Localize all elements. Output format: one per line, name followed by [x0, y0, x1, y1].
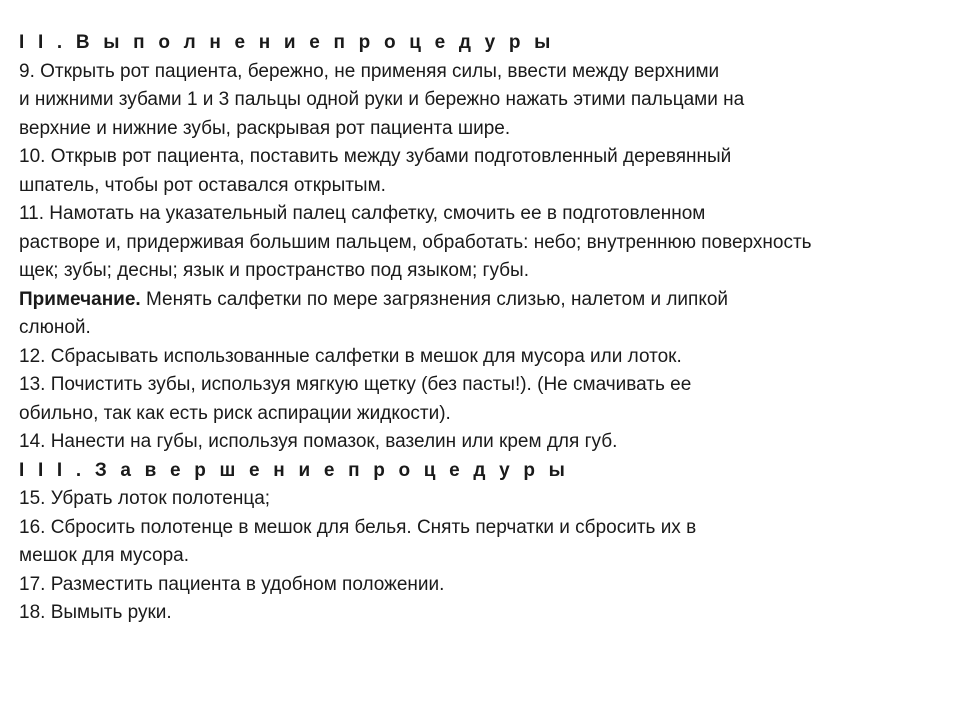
step-11-line-3: щек; зубы; десны; язык и пространство под языком; губы. — [19, 260, 529, 281]
note-line-1 — [19, 286, 944, 315]
section-heading-completion: I I I . З а в е р ш е н и е п р о ц е д у р ы — [19, 459, 570, 481]
step-9-line-3: верхние и нижние зубы, раскрывая рот пациента шире. — [19, 117, 511, 139]
step-18 — [19, 599, 944, 628]
slide-content — [19, 29, 944, 628]
step-11-line-1: 11. Намотать на указательный палец салфетку, смочить ее в подготовленном — [19, 203, 706, 224]
step-15-line-1: 15. Убрать лоток полотенца; — [19, 488, 271, 509]
step-9 — [19, 58, 944, 144]
step-13-line-1: 13. Почистить зубы, используя мягкую щетку (без пасты!). (Не смачивать ее — [19, 374, 692, 395]
step-17 — [19, 571, 944, 600]
step-16 — [19, 514, 944, 571]
section-heading-execution: I I . В ы п о л н е н и е п р о ц е д у р ы — [19, 32, 555, 53]
note — [19, 286, 944, 343]
step-10-line-1: 10. Открыв рот пациента, поставить между зубами подготовленный деревянный — [19, 146, 732, 167]
step-13 — [19, 371, 944, 428]
step-10-line-2: шпатель, чтобы рот оставался открытым. — [19, 174, 386, 196]
step-12-line-1: 12. Сбрасывать использованные салфетки в мешок для мусора или лоток. — [19, 345, 682, 367]
step-12 — [19, 343, 944, 372]
step-15 — [19, 485, 944, 514]
step-9-line-2: и нижними зубами 1 и 3 пальцы одной руки и бережно нажать этими пальцами на — [19, 89, 745, 110]
step-17-line-1: 17. Разместить пациента в удобном положении. — [19, 573, 445, 595]
step-10 — [19, 143, 944, 200]
step-11-line-2: растворе и, придерживая большим пальцем, обработать: небо; внутреннюю поверхность — [19, 231, 812, 253]
step-18-line-1: 18. Вымыть руки. — [19, 602, 172, 623]
step-16-line-2: мешок для мусора. — [19, 545, 190, 566]
note-text: Менять салфетки по мере загрязнения слизью, налетом и липкой — [140, 288, 729, 310]
note-line-2: слюной. — [19, 317, 91, 338]
step-13-line-2: обильно, так как есть риск аспирации жидкости). — [19, 402, 451, 424]
step-14 — [19, 428, 944, 457]
step-9-line-1: 9. Открыть рот пациента, бережно, не применяя силы, ввести между верхними — [19, 60, 720, 82]
note-label: Примечание. — [19, 288, 141, 310]
step-11 — [19, 200, 944, 286]
step-14-line-1: 14. Нанести на губы, используя помазок, вазелин или крем для губ. — [19, 431, 618, 452]
step-16-line-1: 16. Сбросить полотенце в мешок для белья. Снять перчатки и сбросить их в — [19, 516, 697, 538]
